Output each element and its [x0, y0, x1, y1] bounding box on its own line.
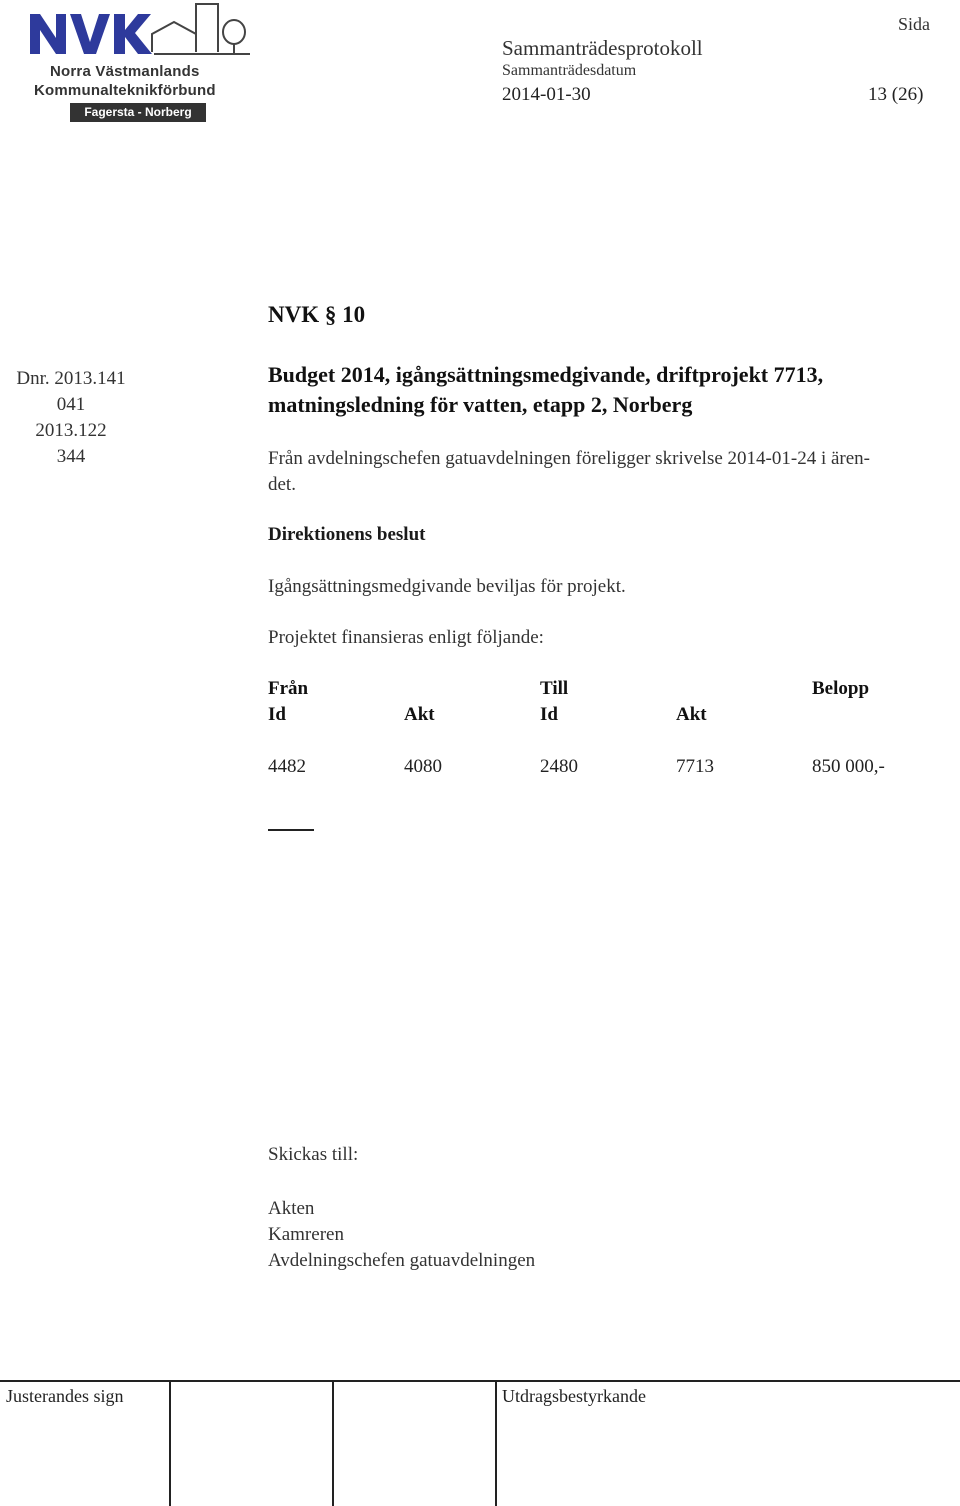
- intro-line2: det.: [268, 474, 296, 495]
- protocol-title: Sammanträdesprotokoll: [502, 36, 703, 60]
- nvk-logo: [24, 2, 254, 124]
- signature-box-divider: [495, 1382, 497, 1506]
- signature-footer: [0, 1380, 960, 1506]
- header-from: Från: [268, 678, 309, 699]
- intro-paragraph: [268, 446, 870, 498]
- col-header: Id: [268, 704, 286, 725]
- utdragsbestyrkande-label: Utdragsbestyrkande: [502, 1386, 646, 1406]
- logo-band: Fagersta - Norberg: [70, 103, 206, 122]
- signature-box-divider: [169, 1382, 171, 1506]
- amount: 850 000,-: [812, 756, 885, 777]
- recipient-list: [268, 1196, 535, 1274]
- logo-line1: Norra Västmanlands: [50, 63, 200, 80]
- header-to: Till: [540, 678, 569, 699]
- table-group-header-row: [268, 678, 928, 704]
- to-id: 2480: [540, 756, 578, 777]
- meeting-date-label: Sammanträdesdatum: [502, 62, 637, 79]
- dnr-line: 041: [56, 394, 86, 415]
- intro-line1: Från avdelningschefen gatuavdelningen föreligger skrivelse 2014-01-24 i ären-: [268, 448, 870, 469]
- from-akt: 4080: [404, 756, 442, 777]
- signature-box-divider: [332, 1382, 334, 1506]
- finance-table: [268, 678, 928, 782]
- col-header: Akt: [676, 704, 707, 725]
- justerandes-sign-label: Justerandes sign: [6, 1386, 124, 1406]
- distribution-label: Skickas till:: [268, 1144, 359, 1165]
- list-item: Avdelningschefen gatuavdelningen: [268, 1250, 536, 1271]
- header-amount: Belopp: [812, 678, 870, 699]
- table-row: [268, 756, 928, 782]
- dnr-line: 344: [56, 446, 86, 467]
- divider: [268, 829, 314, 831]
- diary-numbers: [6, 366, 136, 470]
- table-column-header-row: [268, 704, 928, 730]
- dnr-line: Dnr. 2013.141: [16, 368, 126, 389]
- to-akt: 7713: [676, 756, 714, 777]
- financing-text: Projektet finansieras enligt följande:: [268, 627, 544, 648]
- meeting-date: 2014-01-30: [502, 84, 591, 105]
- item-title: [268, 360, 948, 420]
- decision-heading: Direktionens beslut: [268, 524, 426, 545]
- page-number: 13 (26): [868, 84, 924, 105]
- list-item: Akten: [268, 1198, 315, 1219]
- item-title-line1: Budget 2014, igångsättningsmedgivande, driftprojekt 7713,: [268, 362, 824, 387]
- decision-text: Igångsättningsmedgivande beviljas för projekt.: [268, 576, 626, 597]
- nvk-wordmark-logo-icon: [26, 2, 252, 62]
- list-item: Kamreren: [268, 1224, 344, 1245]
- sida-label: Sida: [897, 14, 930, 34]
- col-header: Id: [540, 704, 558, 725]
- col-header: Akt: [404, 704, 435, 725]
- logo-line2: Kommunalteknikförbund: [34, 82, 216, 99]
- section-heading: NVK § 10: [268, 302, 366, 327]
- dnr-line: 2013.122: [35, 420, 107, 441]
- from-id: 4482: [268, 756, 306, 777]
- item-title-line2: matningsledning för vatten, etapp 2, Norberg: [268, 392, 693, 417]
